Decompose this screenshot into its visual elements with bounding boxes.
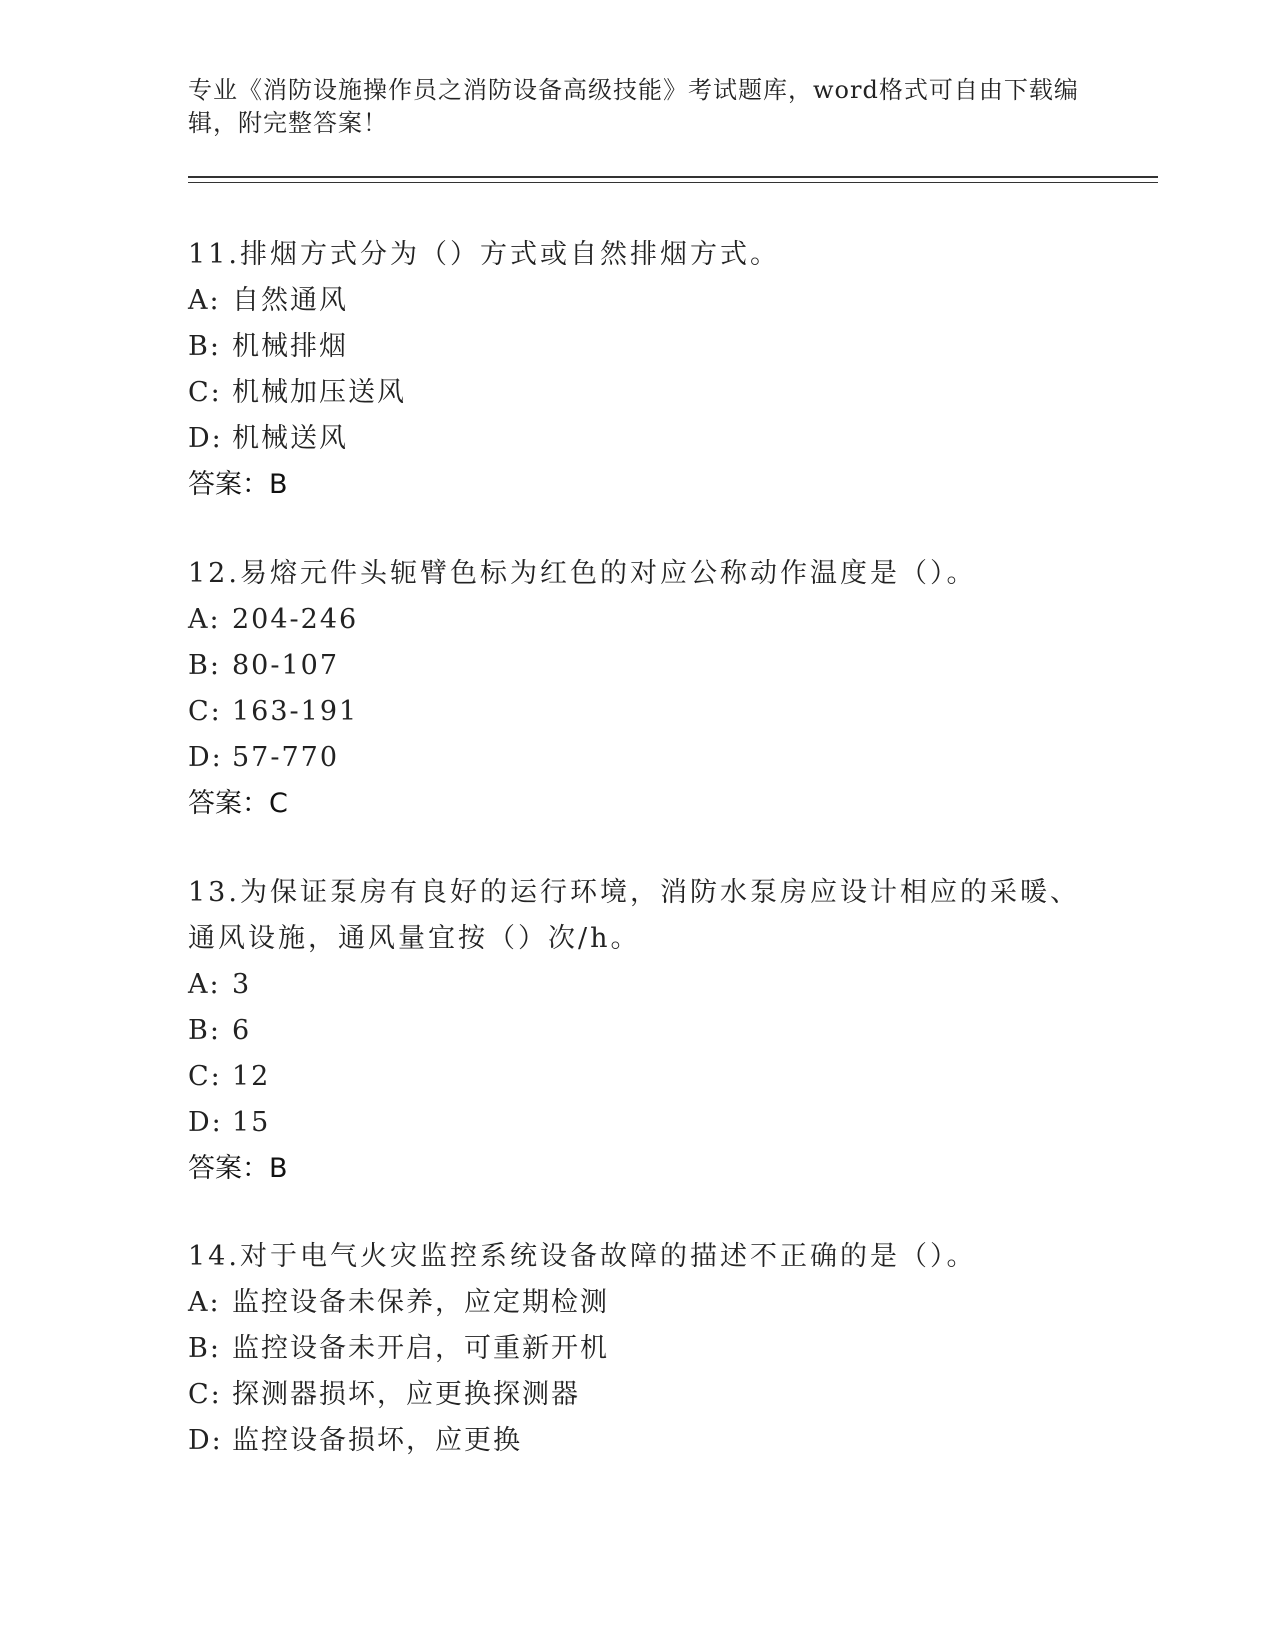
question-14 [188,1234,1088,1464]
option-letter: B: [188,1333,221,1364]
option-text: 204-246 [232,604,359,635]
option-b [188,1326,1088,1372]
option-a [188,597,1088,643]
question-stem: 14.对于电气火灾监控系统设备故障的描述不正确的是（）。 [188,1241,977,1272]
option-text: 12 [232,1061,271,1092]
option-text: 监控设备未开启，可重新开机 [232,1333,609,1364]
option-b [188,1008,1088,1054]
option-c [188,370,1088,416]
option-text: 57-770 [232,742,340,773]
option-text: 163-191 [232,696,359,727]
option-d [188,735,1088,781]
option-a [188,962,1088,1008]
option-letter: D: [188,1425,223,1456]
option-text: 80-107 [232,650,340,681]
option-text: 监控设备损坏，应更换 [232,1425,522,1456]
option-letter: A: [188,969,221,1000]
option-letter: D: [188,742,223,773]
option-c [188,1372,1088,1418]
option-a [188,278,1088,324]
question-11 [188,232,1088,508]
option-letter: B: [188,331,221,362]
option-text: 机械送风 [232,423,348,454]
option-letter: C: [188,1061,222,1092]
option-b [188,643,1088,689]
question-stem: 13.为保证泵房有良好的运行环境，消防水泵房应设计相应的采暖、通风设施，通风量宜按（）次/h。 [188,877,1080,954]
option-text: 机械排烟 [232,331,348,362]
option-text: 自然通风 [232,285,348,316]
option-letter: A: [188,285,221,316]
question-stem: 12.易熔元件头轭臂色标为红色的对应公称动作温度是（）。 [188,558,977,589]
option-c [188,1054,1088,1100]
option-a [188,1280,1088,1326]
option-letter: C: [188,1379,222,1410]
option-text: 15 [232,1107,271,1138]
option-letter: D: [188,423,223,454]
header-rule-thin [188,182,1158,183]
option-c [188,689,1088,735]
option-text: 3 [232,969,252,1000]
option-d [188,416,1088,462]
question-12 [188,551,1088,827]
option-b [188,324,1088,370]
question-13 [188,870,1088,1192]
document-header: 专业《消防设施操作员之消防设备高级技能》考试题库，word格式可自由下载编辑，附完整答案！ [188,76,1079,137]
option-letter: C: [188,696,222,727]
option-letter: C: [188,377,222,408]
option-text: 机械加压送风 [232,377,406,408]
option-letter: B: [188,650,221,681]
option-letter: B: [188,1015,221,1046]
answer-line: 答案：C [188,788,288,819]
option-d [188,1100,1088,1146]
option-letter: D: [188,1107,223,1138]
question-stem: 11.排烟方式分为（）方式或自然排烟方式。 [188,239,780,270]
header-rule-thick [188,176,1158,178]
option-text: 监控设备未保养，应定期检测 [232,1287,609,1318]
answer-line: 答案：B [188,469,288,500]
option-d [188,1418,1088,1464]
option-letter: A: [188,604,221,635]
option-text: 探测器损坏，应更换探测器 [232,1379,580,1410]
answer-line: 答案：B [188,1153,288,1184]
option-letter: A: [188,1287,221,1318]
option-text: 6 [232,1015,252,1046]
